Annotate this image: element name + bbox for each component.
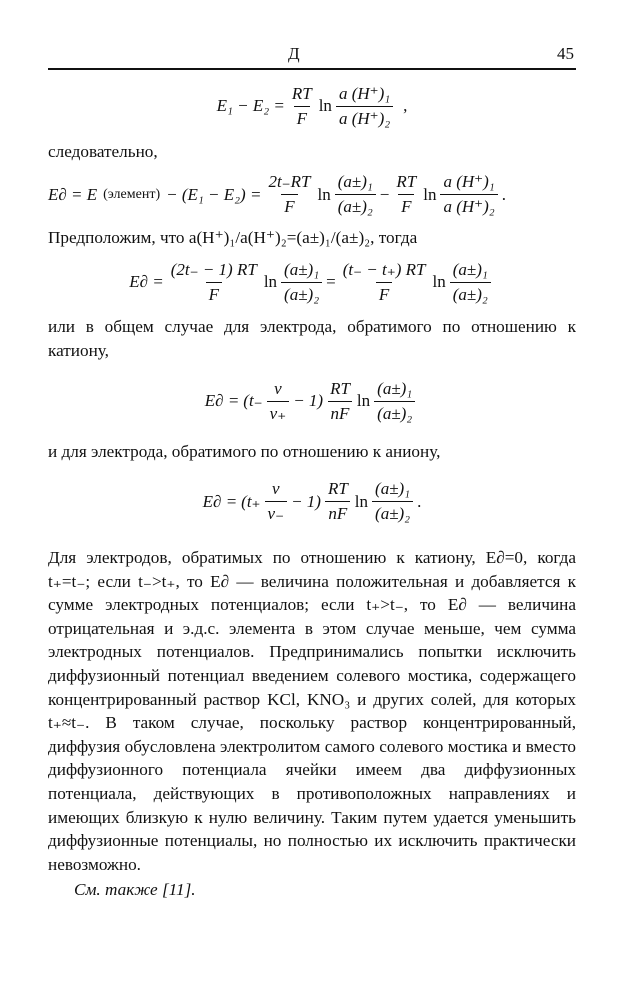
header-rule [48,68,576,70]
fraction: $\frac{\text{(a±)₁}}{\text{(a±)₂}}$ [281,260,322,305]
fraction: $\frac{RT}{nF}$ [325,479,351,524]
equation-4: E∂ = (t₋ $\frac{\nu}{\nu_+}$ − 1) $\frac{RT}{nF}$ ln $\frac{\text{(a±)₁}}{\text{(a±)₂}}$ [48,362,576,440]
equation-1: E₁ − E₂ = $\frac{RT}{F}$ ln $\frac{\text{a (H⁺)₁}}{\text{a (H⁺)₂}}$ , [216,83,408,128]
fraction: $\frac{\text{a (H⁺)₁}}{\text{a (H⁺)₂}}$ [336,84,393,129]
fraction: $\frac{RT}{F}$ [396,172,417,217]
header-letter: Д [288,44,300,63]
fraction: $\frac{\nu}{\nu_-}$ [265,479,288,524]
paragraph-cation-general: или в общем случае для электрода, обратимого по отношению к катиону, [48,317,576,360]
fraction: $\frac{\nu}{\nu_+}$ [267,379,290,424]
equation-5: E∂ = (t₊ $\frac{\nu}{\nu_-}$ − 1) $\frac{RT}{nF}$ ln $\frac{\text{(a±)₁}}{\text{(a±)₂}}$ . [202,479,422,524]
fraction: $\frac{\text{(a±)₁}}{\text{(a±)₂}}$ [372,479,413,524]
fraction: $\frac{\text{(a±)₁}}{\text{(a±)₂}}$ [335,172,376,217]
fraction: $\frac{2t_-RT}{F}$ [268,172,311,217]
page-body [48,78,576,902]
fraction: $\frac{RT}{F}$ [291,83,312,128]
equation-2: E∂ = E (элемент) − (E₁ − E₂) = $\frac{2t_-RT}{F}$ ln $\frac{\text{(a±)₁}}{\text{(a±)₂}}$ − $\frac{RT}{F}$ ln $\frac{\text{a (H⁺)₁}}{\text{a (H⁺)₂}}$ . [48,172,506,217]
fraction: $\frac{\text{a (H⁺)₁}}{\text{a (H⁺)₂}}$ [440,172,497,217]
see-also: См. также [11]. [74,880,196,900]
fraction: $\frac{\text{(a±)₁}}{\text{(a±)₂}}$ [450,260,491,305]
equation-3: E∂ = $\frac{(2t_- - 1) RT}{F}$ ln $\frac{\text{(a±)₁}}{\text{(a±)₂}}$ = $\frac{(t_- - t_+) RT}{F}$ ln $\frac{\text{(a±)₁}}{\text{(a±)₂}}$ [48,249,576,315]
fraction: $\frac{(t_- - t_+) RT}{F}$ [342,259,426,304]
fraction: $\frac{\text{(a±)₁}}{\text{(a±)₂}}$ [374,379,415,424]
paragraph-anion: и для электрода, обратимого по отношению к аниону, [48,442,441,462]
paragraph-therefore: следовательно, [48,142,158,161]
page-header [0,44,626,66]
fraction: $\frac{RT}{nF}$ [327,379,353,424]
fraction: $\frac{(2t_- - 1) RT}{F}$ [170,259,257,304]
page-number: 45 [557,44,574,63]
paragraph-suppose: Предположим, что a(H⁺)₁/a(H⁺)₂=(a±)₁/(a±)₂, тогда [48,227,418,247]
paragraph-main: Для электродов, обратимых по отношению к катиону, E∂=0, когда t₊=t₋; если t₋>t₊, то E∂ — величина положительная и добавляется к сумме электродных потенциалов; если t₊>t₋, то E∂ — величина отрицательная и э.д.с. элемента в этом случае меньше, чем сумма электродных потенциалов. Предпринимались попытки исключить диффузионный потенциал введением солевого мостика, содержащего концентрированный раствор KCl, KNO₃ и других солей, для которых t₊≈t₋. В таком случае, поскольку раствор концентрированный, диффузия обусловлена электролитом самого солевого мостика и вместо диффузионного потенциала ячейки имеем два диффузионных потенциала, действующих в противоположных направлениях и имеющих близкую к нулю величину. Таким путем удается уменьшить диффузионные потенциалы, но полностью их исключить практически невозможно. [48,547,576,874]
